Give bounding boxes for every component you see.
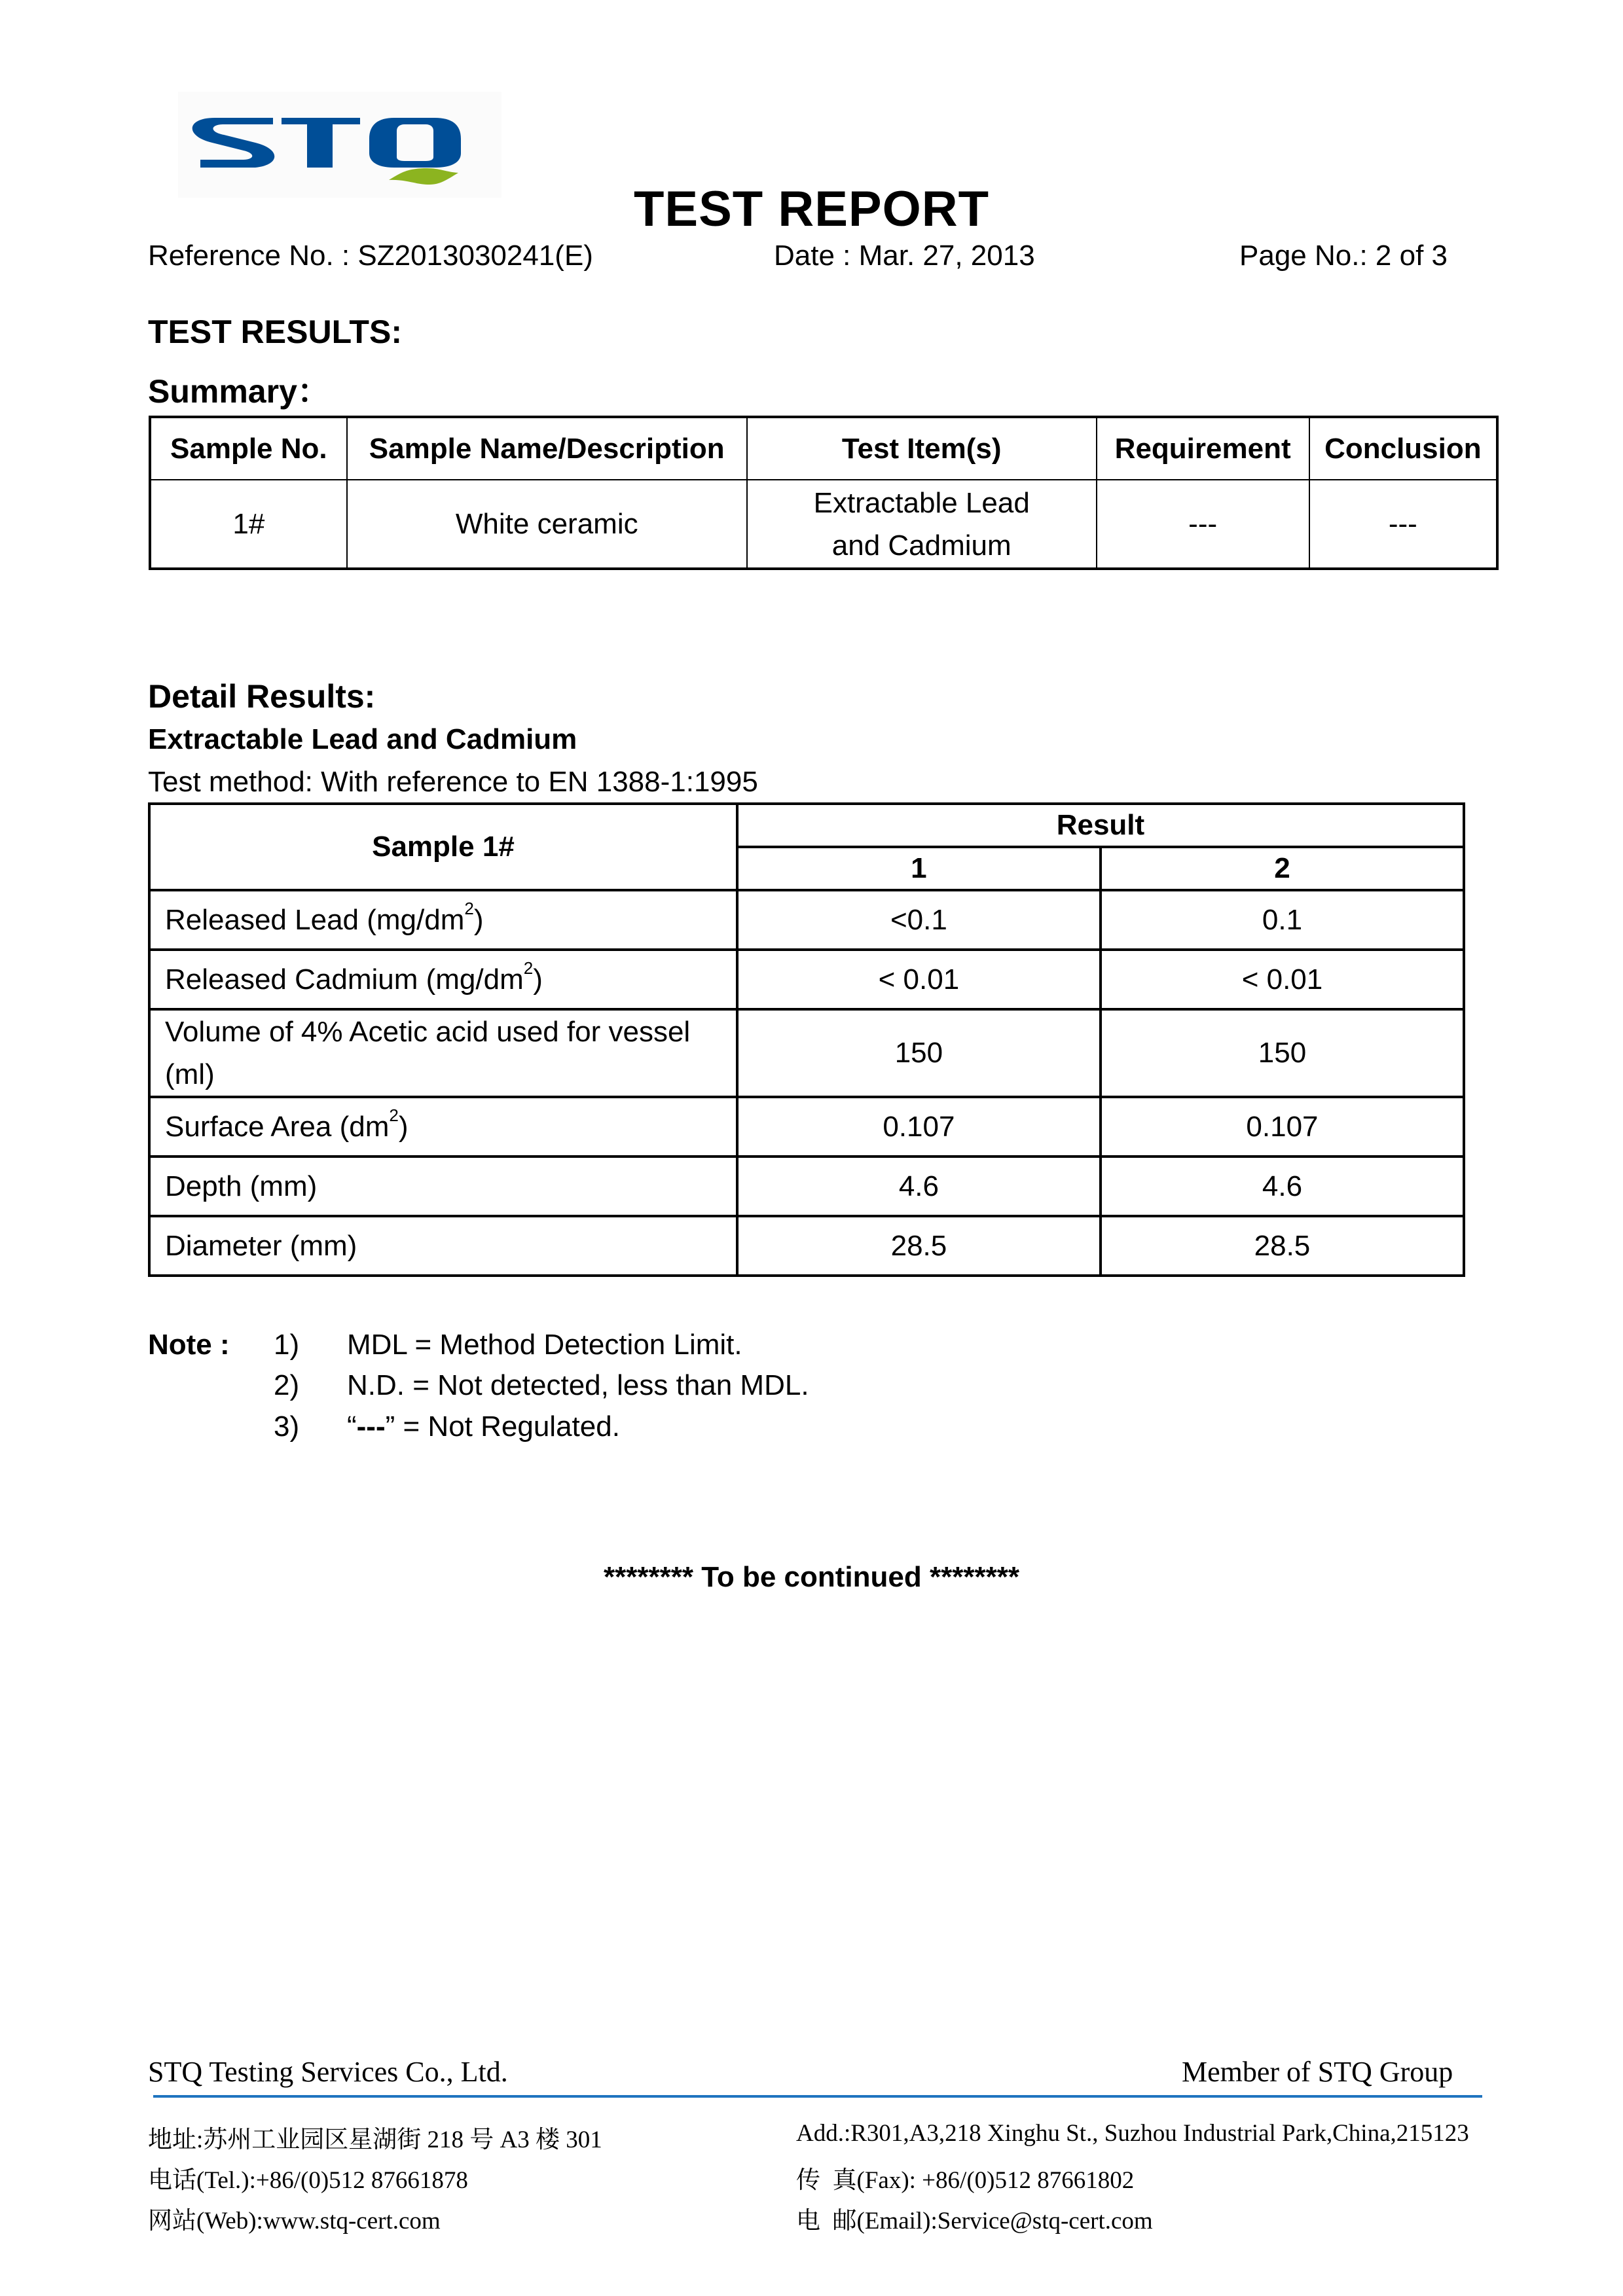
to-be-continued: ******** To be continued ******** xyxy=(604,1561,1019,1593)
result-value-1: 0.107 xyxy=(737,1097,1101,1157)
note-text xyxy=(347,1410,620,1443)
requirement-cell: --- xyxy=(1097,480,1309,569)
note-text: N.D. = Not detected, less than MDL. xyxy=(347,1369,809,1401)
test-method: Test method: With reference to EN 1388-1:1995 xyxy=(148,766,758,798)
label-text: Depth (mm) xyxy=(165,1170,318,1202)
label-superscript: 2 xyxy=(523,958,534,978)
detail-row xyxy=(149,1097,1464,1157)
label-superscript: 2 xyxy=(389,1105,399,1125)
footer-member: Member of STQ Group xyxy=(1182,2056,1453,2088)
logo-letter-s xyxy=(192,118,275,168)
label-text: Volume of 4% Acetic acid used for vessel (ml) xyxy=(165,1016,691,1090)
logo-letter-q xyxy=(369,118,461,168)
detail-table-body xyxy=(149,890,1464,1276)
label-text: Released Lead (mg/dm xyxy=(165,903,465,936)
conclusion-cell: --- xyxy=(1309,480,1497,569)
note-quote-open: “ xyxy=(347,1410,357,1443)
result-value-1: <0.1 xyxy=(737,890,1101,950)
label-suffix: ) xyxy=(398,1110,409,1143)
detail-row xyxy=(149,1157,1464,1216)
test-items-text: Extractable Lead and Cadmium xyxy=(813,486,1030,562)
summary-row xyxy=(150,480,1497,569)
test-items-cell xyxy=(747,480,1097,569)
detail-row-label xyxy=(149,1009,737,1097)
detail-row-label xyxy=(149,1157,737,1216)
label-suffix: ) xyxy=(473,903,484,936)
summary-table xyxy=(149,416,1499,570)
detail-results-heading: Detail Results: xyxy=(148,678,376,715)
detail-header-row xyxy=(149,804,1464,847)
sample-description-cell: White ceramic xyxy=(347,480,747,569)
footer-email: 电 邮(Email):Service@stq-cert.com xyxy=(796,2208,1153,2234)
result-value-1: 28.5 xyxy=(737,1216,1101,1276)
note-number: 3) xyxy=(274,1410,300,1443)
note-text: MDL = Method Detection Limit. xyxy=(347,1329,742,1361)
result-value-1: 150 xyxy=(737,1009,1101,1097)
footer-fax: 传 真(Fax): +86/(0)512 87661802 xyxy=(796,2167,1135,2194)
footer-address-cn: 地址:苏州工业园区星湖街 218 号 A3 楼 301 xyxy=(148,2126,602,2153)
document-title: TEST REPORT xyxy=(633,181,990,237)
label-text: Surface Area (dm xyxy=(165,1110,390,1143)
note-label: Note : xyxy=(148,1329,230,1361)
page-number: Page No.: 2 of 3 xyxy=(1239,240,1448,272)
label-superscript: 2 xyxy=(464,898,474,918)
result-value-2: 150 xyxy=(1101,1009,1464,1097)
label-suffix: ) xyxy=(533,963,543,996)
report-date: Date : Mar. 27, 2013 xyxy=(774,240,1035,272)
footer-company: STQ Testing Services Co., Ltd. xyxy=(148,2056,508,2088)
result-value-2: 28.5 xyxy=(1101,1216,1464,1276)
footer-address-en: Add.:R301,A3,218 Xinghu St., Suzhou Industrial Park,China,215123 xyxy=(796,2120,1469,2147)
summary-header-cell: Test Item(s) xyxy=(747,417,1097,480)
result-value-1: < 0.01 xyxy=(737,950,1101,1009)
footer-divider xyxy=(153,2095,1482,2098)
detail-row xyxy=(149,890,1464,950)
detail-results-table xyxy=(148,802,1465,1277)
summary-header-cell: Requirement xyxy=(1097,417,1309,480)
detail-row xyxy=(149,1216,1464,1276)
label-text: Diameter (mm) xyxy=(165,1229,357,1262)
note-quote-close: ” = Not Regulated. xyxy=(385,1410,620,1443)
result-value-2: 0.1 xyxy=(1101,890,1464,950)
detail-row-label xyxy=(149,950,737,1009)
logo-letter-t xyxy=(282,118,360,168)
result-value-1: 4.6 xyxy=(737,1157,1101,1216)
summary-heading: Summary： xyxy=(148,373,330,410)
reference-number: Reference No. : SZ2013030241(E) xyxy=(148,240,593,272)
test-results-heading: TEST RESULTS: xyxy=(148,314,402,350)
detail-subheading: Extractable Lead and Cadmium xyxy=(148,723,577,755)
detail-row-label xyxy=(149,1216,737,1276)
result-value-2: 0.107 xyxy=(1101,1097,1464,1157)
sample-no-cell: 1# xyxy=(150,480,347,569)
footer-tel: 电话(Tel.):+86/(0)512 87661878 xyxy=(148,2167,468,2194)
label-text: Released Cadmium (mg/dm xyxy=(165,963,524,996)
detail-row-label xyxy=(149,1097,737,1157)
summary-header-cell: Sample Name/Description xyxy=(347,417,747,480)
summary-header-cell: Sample No. xyxy=(150,417,347,480)
result-value-2: < 0.01 xyxy=(1101,950,1464,1009)
footer-web: 网站(Web):www.stq-cert.com xyxy=(148,2208,441,2234)
result-column-header: 1 xyxy=(737,847,1101,890)
result-column-header: 2 xyxy=(1101,847,1464,890)
detail-row xyxy=(149,950,1464,1009)
note-number: 2) xyxy=(274,1369,300,1401)
sample-header: Sample 1# xyxy=(149,804,737,890)
detail-row-label xyxy=(149,890,737,950)
detail-row xyxy=(149,1009,1464,1097)
summary-header-cell: Conclusion xyxy=(1309,417,1497,480)
note-number: 1) xyxy=(274,1329,300,1361)
result-value-2: 4.6 xyxy=(1101,1157,1464,1216)
result-header: Result xyxy=(737,804,1464,847)
summary-header-row xyxy=(150,417,1497,480)
note-dashes: --- xyxy=(356,1410,386,1443)
